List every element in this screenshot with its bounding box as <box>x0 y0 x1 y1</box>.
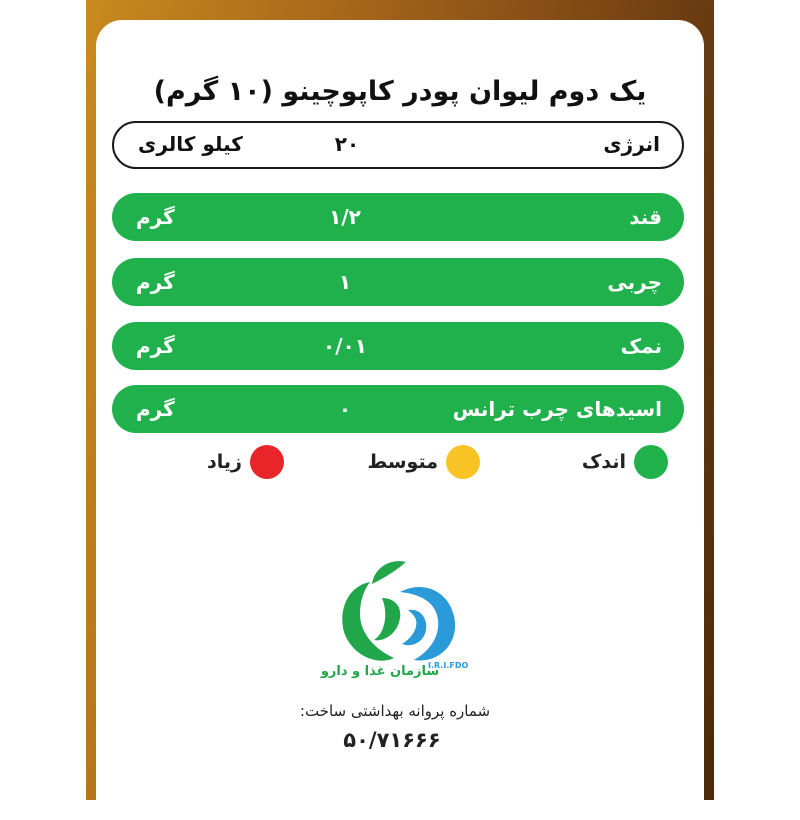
legend-label-high: زیاد <box>207 451 242 473</box>
nutrient-unit: کیلو کالری <box>138 132 243 156</box>
iran-fda-logo-icon <box>330 540 470 680</box>
nutrient-name: چربی <box>607 270 662 294</box>
nutrient-name: نمک <box>620 334 662 358</box>
logo-latin-text: I.R.I.FDO <box>428 661 469 670</box>
yellow-circle-icon <box>446 445 480 479</box>
serving-title: یک دوم لیوان پودر کاپوچینو (۱۰ گرم) <box>153 76 647 107</box>
nutrient-name: قند <box>629 205 662 229</box>
legend-high <box>207 444 284 480</box>
org-name: سازمان غذا و دارو <box>320 664 440 679</box>
legend-label-low: اندک <box>581 451 626 473</box>
nutrient-unit: گرم <box>136 397 175 421</box>
nutrient-row-salt <box>112 322 684 370</box>
nutrient-unit: گرم <box>136 270 175 294</box>
nutrient-value: ۲۰ <box>334 132 360 156</box>
legend-medium <box>368 444 480 480</box>
nutrient-row-trans-fat <box>112 385 684 433</box>
green-circle-icon <box>634 445 668 479</box>
legend-low <box>582 444 668 480</box>
nutrient-name: اسیدهای چرب ترانس <box>452 397 662 421</box>
nutrient-value: ۱ <box>338 270 352 294</box>
legend-label-medium: متوسط <box>367 451 438 473</box>
nutrient-row-sugar <box>112 193 684 241</box>
license-label: شماره پروانه بهداشتی ساخت: <box>299 702 491 720</box>
nutrient-value: ۰/۰۱ <box>323 334 367 358</box>
license-number: ۵۰/۷۱۶۶۶ <box>343 728 441 752</box>
nutrient-value: ۰ <box>338 397 352 421</box>
red-circle-icon <box>250 445 284 479</box>
nutrient-unit: گرم <box>136 205 175 229</box>
nutrient-value: ۱/۲ <box>329 205 361 229</box>
nutrition-label-card <box>96 20 704 820</box>
nutrient-unit: گرم <box>136 334 175 358</box>
nutrient-row-fat <box>112 258 684 306</box>
nutrient-row-energy <box>112 121 684 169</box>
nutrient-name: انرژی <box>603 132 660 156</box>
